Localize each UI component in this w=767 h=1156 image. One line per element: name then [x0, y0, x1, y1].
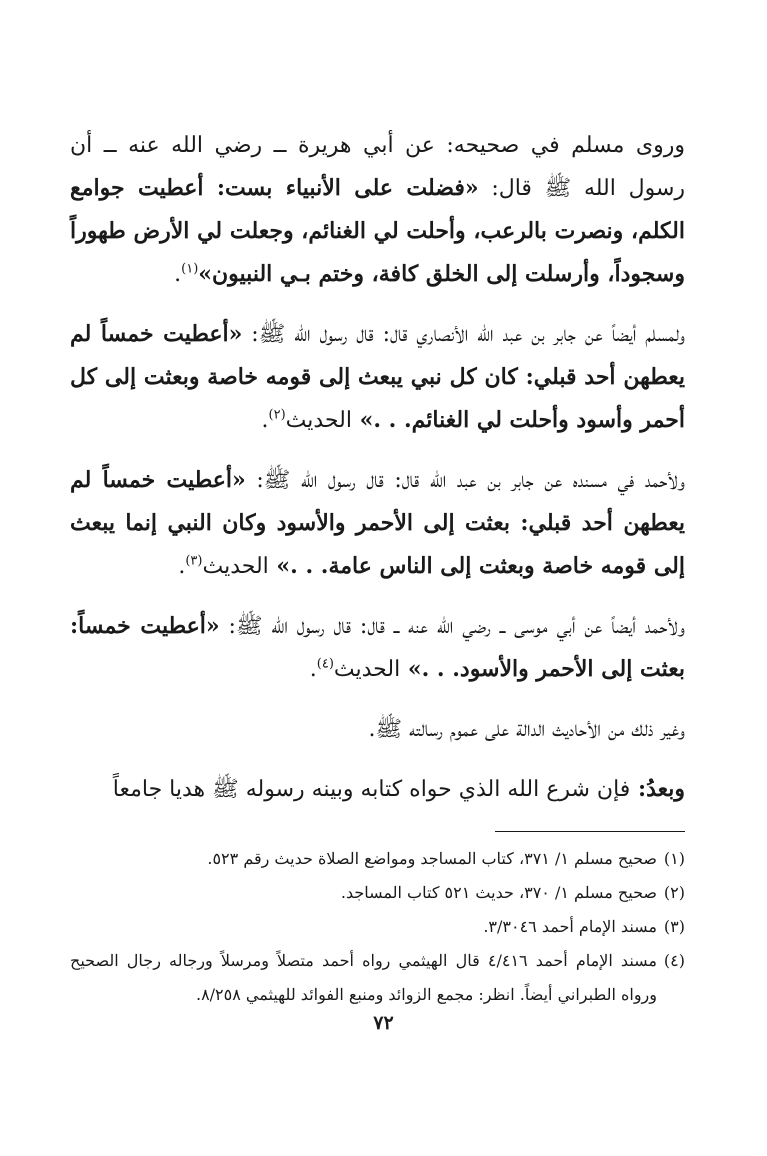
footnote-number: (٤)	[663, 951, 685, 970]
paragraph-intro: ولمسلم أيضاً عن جابر بن عبد الله الأنصاري قال: قال رسول الله ﷺ:	[242, 322, 685, 347]
paragraph-intro: فإن شرع الله الذي حواه كتابه وبينه رسوله ﷺ هديا جامعاً	[112, 777, 631, 802]
paragraph-intro: وروى مسلم في صحيحه: عن أبي هريرة ــ رضي الله عنه ــ أن رسول الله ﷺ قال:	[70, 133, 685, 201]
paragraph-4	[70, 605, 685, 691]
footnote-number: (٣)	[663, 917, 685, 936]
paragraph-intro: ولأحمد أيضاً عن أبي موسى ــ رضي الله عنه ــ قال: قال رسول الله ﷺ:	[219, 614, 685, 639]
footnote-ref[interactable]: (٢)	[268, 407, 286, 423]
footnote-item	[70, 910, 685, 944]
sentence-end: .	[174, 262, 182, 287]
sentence-end: .	[178, 554, 186, 579]
sentence-end: .	[261, 408, 269, 433]
hadith-quote: «فضلت على الأنبياء بست: أعطيت جوامع الكلم، ونصرت بالرعب، وأحلت لي الغنائم، وجعلت لي الأرض طهوراً وسجوداً، وأرسلت إلى الخلق كافة، وختم بـي النبيون»	[70, 175, 685, 287]
footnote-ref[interactable]: (١)	[181, 261, 199, 277]
paragraph-1	[70, 124, 685, 296]
footnotes-list	[70, 842, 685, 1012]
hadith-quote: «أعطيت خمساً: بعثت إلى الأحمر والأسود. . .»	[70, 613, 685, 682]
paragraph-intro: ولأحمد في مسنده عن جابر بن عبد الله قال: قال رسول الله ﷺ:	[245, 468, 685, 493]
paragraph-lead: وبعدُ:	[630, 776, 685, 802]
footnote-ref[interactable]: (٣)	[185, 553, 203, 569]
paragraph-intro: وغير ذلك من الأحاديث الدالة على عموم رسالته ﷺ.	[368, 717, 685, 742]
paragraph-3	[70, 459, 685, 588]
footnote-divider	[495, 831, 685, 832]
footnote-item	[70, 842, 685, 876]
footnote-text: صحيح مسلم ١/ ٣٧٠، حديث ٥٢١ كتاب المساجد.	[340, 883, 657, 902]
hadith-label: الحديث	[202, 554, 269, 579]
paragraph-2	[70, 313, 685, 442]
footnote-item	[70, 876, 685, 910]
hadith-label: الحديث	[333, 657, 401, 682]
hadith-label: الحديث	[285, 408, 352, 433]
footnote-text: صحيح مسلم ١/ ٣٧١، كتاب المساجد ومواضع الصلاة حديث رقم ٥٢٣.	[207, 849, 657, 868]
footnote-text: مسند الإمام أحمد ٤/٤١٦ قال الهيثمي رواه أحمد متصلاً ومرسلاً ورجاله رجال الصحيح ورواه الطبراني أيضاً. انظر: مجمع الزوائد ومنبع الفوائد للهيثمي ٨/٢٥٨.	[70, 951, 657, 1004]
footnote-text: مسند الإمام أحمد ٣/٣٠٤٦.	[483, 917, 657, 936]
footnote-number: (١)	[663, 849, 685, 868]
paragraph-5	[70, 708, 685, 751]
sentence-end: .	[309, 657, 317, 682]
page-number: ٧٢	[373, 1012, 394, 1034]
footnote-ref[interactable]: (٤)	[316, 656, 334, 672]
paragraph-6	[70, 768, 685, 811]
footnote-number: (٢)	[663, 883, 685, 902]
footnote-item	[70, 944, 685, 1012]
hadith-quote: «أعطيت خمساً لم يعطهن أحد قبلي: بعثت إلى الأحمر والأسود وكان النبي إنما يبعث إلى قومه خاصة وبعثت إلى الناس عامة. . .»	[70, 467, 685, 579]
hadith-quote: «أعطيت خمساً لم يعطهن أحد قبلي: كان كل نبي يبعث إلى قومه خاصة وبعثت إلى كل أحمر وأسود وأحلت لي الغنائم. . .»	[70, 321, 685, 433]
